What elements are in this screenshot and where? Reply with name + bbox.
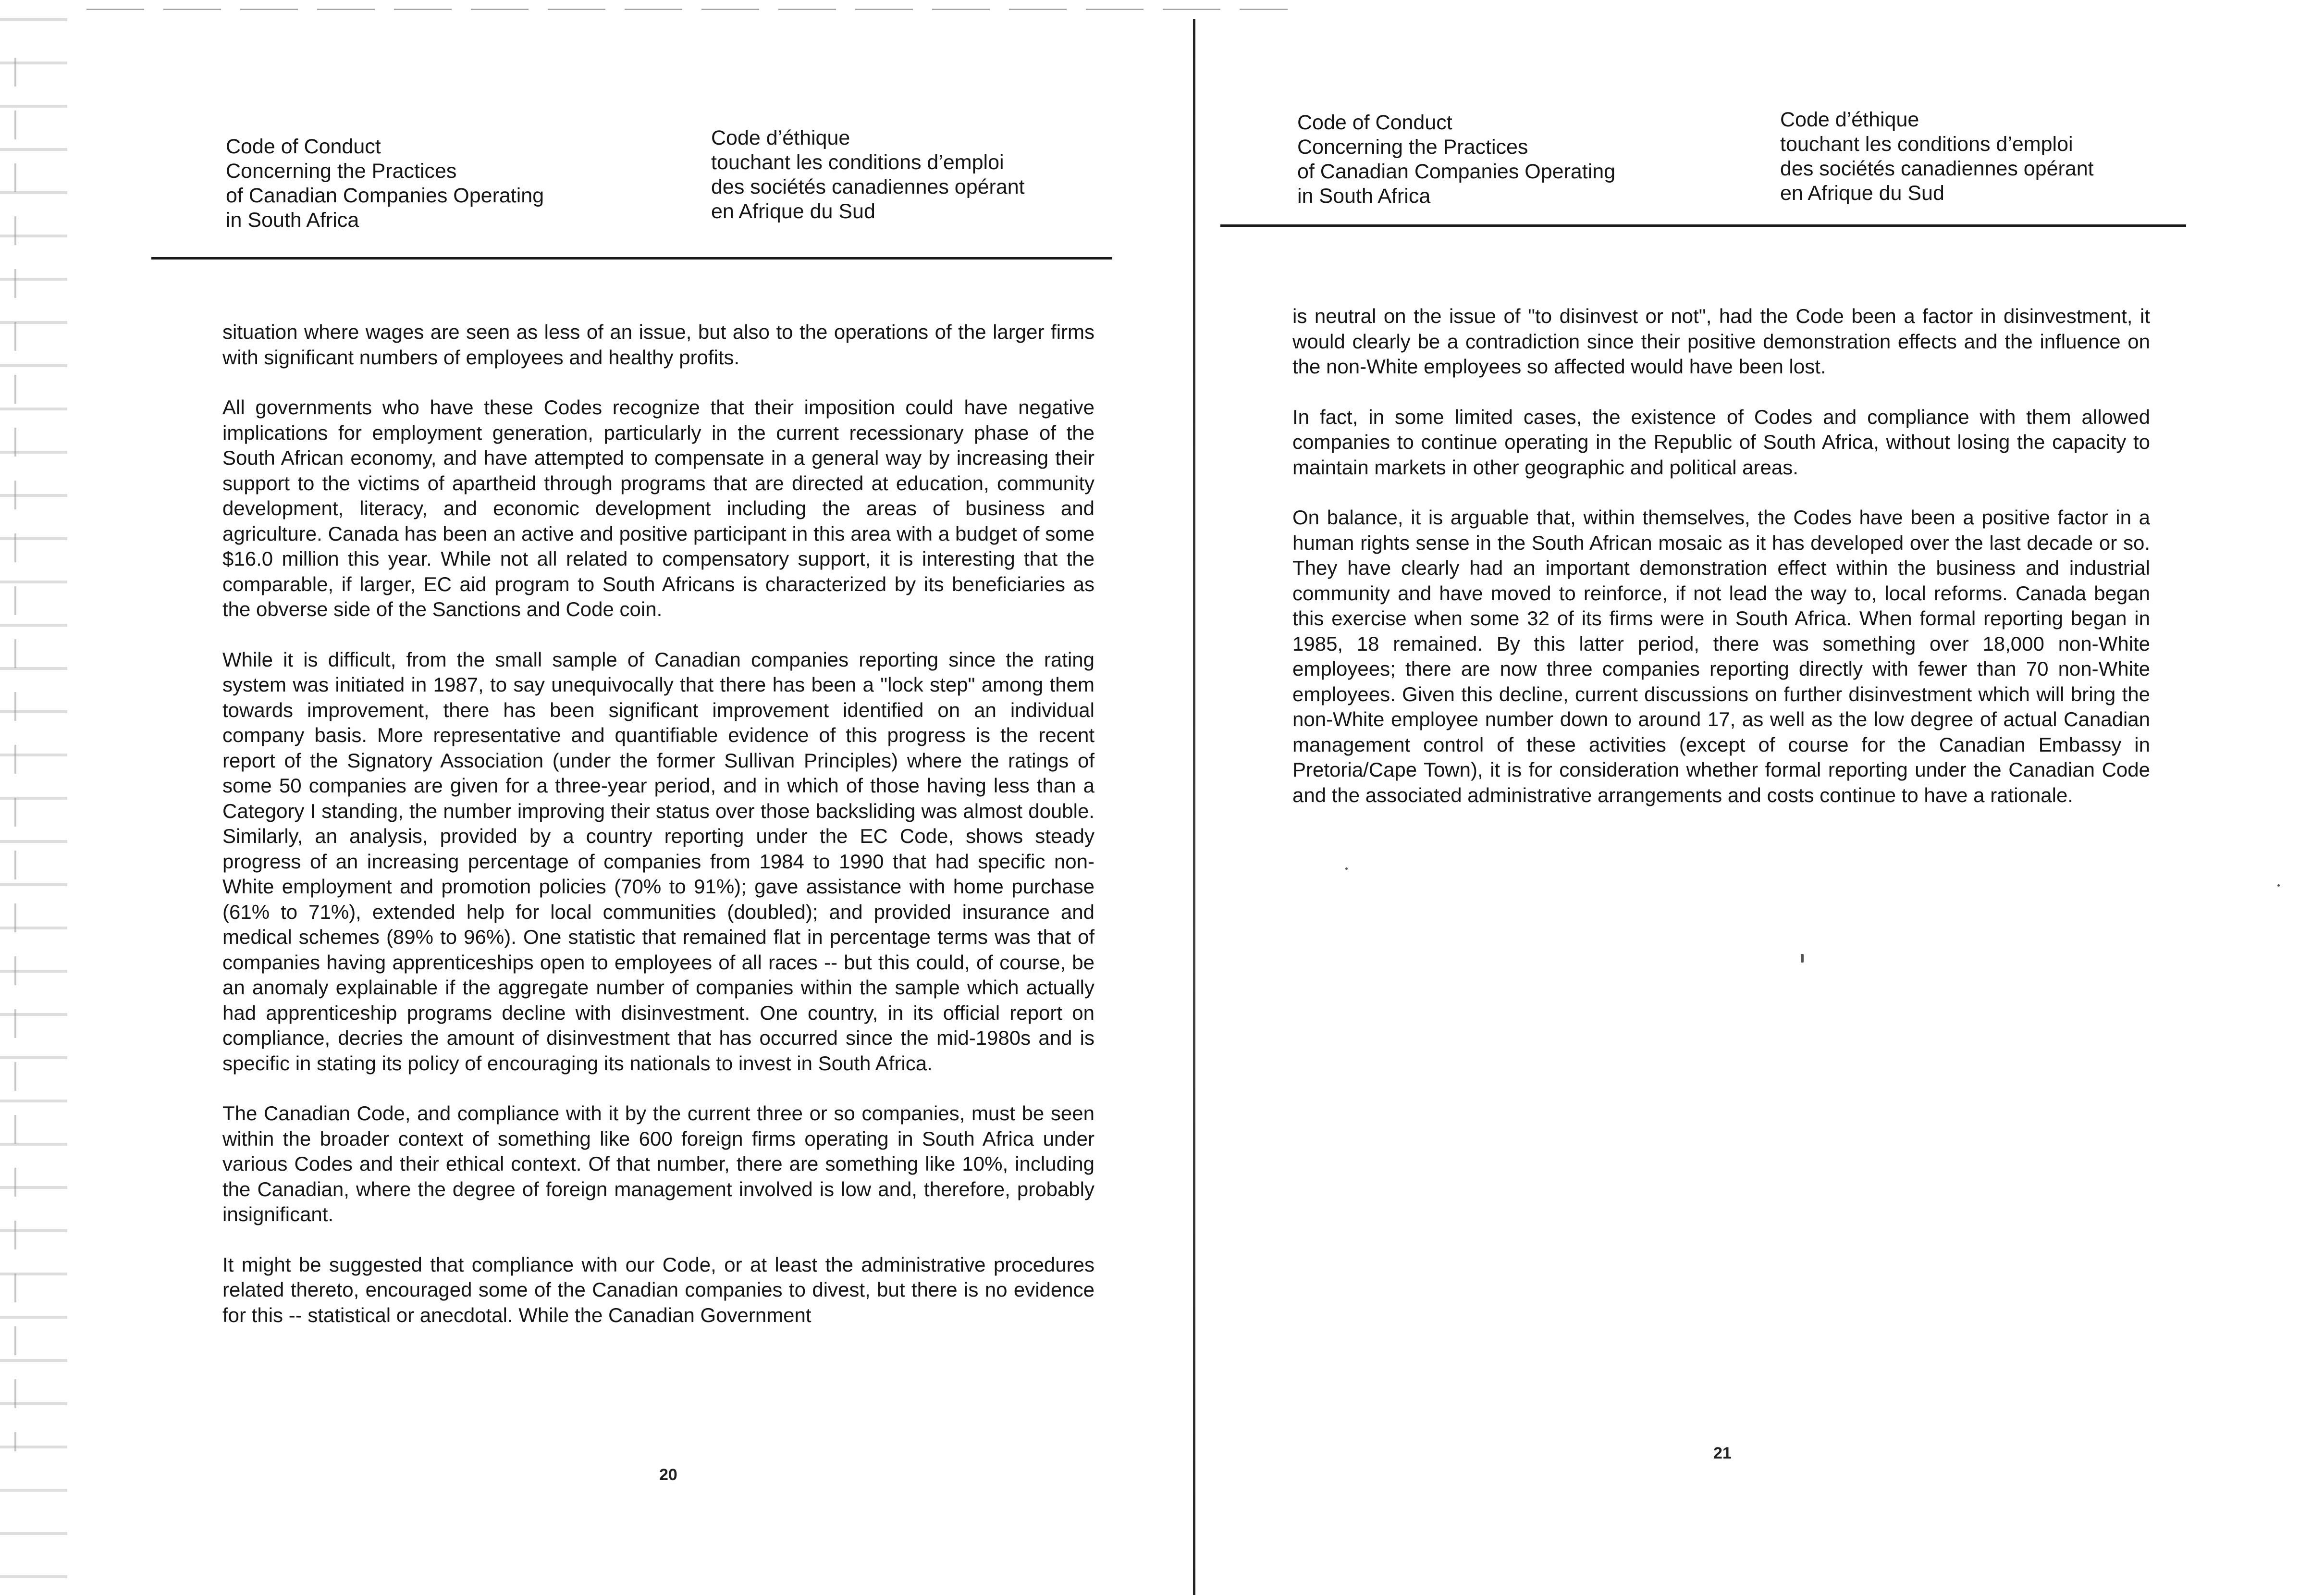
- header-english-line: Code of Conduct: [1297, 111, 1452, 134]
- header-french: [711, 126, 1025, 224]
- right-page: [1201, 0, 2324, 1595]
- header-french-line: des sociétés canadiennes opérant: [1780, 157, 2094, 180]
- header-english-line: in South Africa: [226, 209, 359, 232]
- header-french-line: touchant les conditions d’emploi: [1780, 133, 2073, 156]
- paragraph: The Canadian Code, and compliance with it by the current three or so companies, must be seen within the broader context of something like 600 foreign firms operating in South Africa under various Codes and their ethical context. Of that number, there are something like 10%, including the Canadian, where the degree of foreign management involved is low and, therefore, probably insignificant.: [222, 1102, 1094, 1225]
- header-english-line: of Canadian Companies Operating: [226, 184, 544, 207]
- page-number: 20: [659, 1466, 677, 1484]
- header-french-line: touchant les conditions d’emploi: [711, 151, 1004, 174]
- header-english-line: of Canadian Companies Operating: [1297, 160, 1616, 183]
- header-english: [1297, 111, 1615, 209]
- paragraph: It might be suggested that compliance with our Code, or at least the administrative procedures related thereto, encouraged some of the Canadian companies to divest, but there is no evidence for this -- statistical or anecdotal. While the Canadian Government: [222, 1253, 1094, 1326]
- header-english: [226, 135, 544, 233]
- header-french-line: en Afrique du Sud: [1780, 182, 1944, 205]
- header-english-line: Code of Conduct: [226, 135, 381, 158]
- header-english-line: Concerning the Practices: [1297, 136, 1528, 159]
- header-french: [1780, 108, 2094, 206]
- scan-speck: [1801, 954, 1804, 963]
- header-french-line: en Afrique du Sud: [711, 200, 875, 223]
- left-body: [222, 320, 1094, 1353]
- header-french-line: Code d’éthique: [1780, 108, 1919, 131]
- page-number: 21: [1713, 1444, 1732, 1462]
- header-french-line: des sociétés canadiennes opérant: [711, 175, 1025, 198]
- header-rule: [151, 257, 1112, 260]
- paragraph: All governments who have these Codes recognize that their imposition could have negative implications for employment generation, particularly in the current recessionary phase of the South African economy, and have attempted to compensate in a general way by increasing their support to the victims of apartheid through programs that are directed at education, community development, literacy, and economic development including the areas of business and agriculture. Canada has been an active and positive participant in this area with a budget of some $16.0 million this year. While not all related to compensatory support, it is interesting that the comparable, if larger, EC aid program to South Africans is characterized by its beneficiaries as the obverse side of the Sanctions and Code coin.: [222, 396, 1094, 620]
- header-french-line: Code d’éthique: [711, 126, 850, 149]
- paragraph: On balance, it is arguable that, within themselves, the Codes have been a positive factor in a human rights sense in the South African mosaic as it has developed over the last decade or so. They have clearly had an important demonstration effect within the business and industrial community and have moved to reinforce, if not lead the way to, local reforms. Canada began this exercise when some 32 of its firms were in South Africa. When formal reporting began in 1985, 18 remained. By this latter period, there was something over 18,000 non-White employees; there are now three companies reporting directly with fewer than 70 non-White employees. Given this decline, current discussions on further disinvestment which will bring the non-White employee number down to around 17, as well as the low degree of actual Canadian management control of these activities (except of course for the Canadian Embassy in Pretoria/Cape Town), it is for consideration whether formal reporting under the Canadian Code and the associated administrative arrangements and costs continue to have a rationale.: [1292, 506, 2150, 806]
- header-english-line: in South Africa: [1297, 185, 1431, 208]
- paragraph: is neutral on the issue of "to disinvest or not", had the Code been a factor in disinvestment, it would clearly be a contradiction since their positive demonstration effects and the influence on the non-White employees so affected would have been lost.: [1292, 305, 2150, 378]
- paragraph: In fact, in some limited cases, the existence of Codes and compliance with them allowed companies to continue operating in the Republic of South Africa, without losing the capacity to maintain markets in other geographic and political areas.: [1292, 405, 2150, 479]
- page-gutter: [1193, 19, 1195, 1595]
- scan-speck: [1345, 867, 1348, 870]
- scan-speck: [2277, 884, 2280, 887]
- header-english-line: Concerning the Practices: [226, 160, 457, 183]
- header-rule: [1220, 224, 2186, 227]
- paragraph: situation where wages are seen as less of an issue, but also to the operations of the larger firms with significant numbers of employees and healthy profits.: [222, 321, 1094, 369]
- right-body: [1292, 304, 2150, 833]
- paragraph: While it is difficult, from the small sample of Canadian companies reporting since the rating system was initiated in 1987, to say unequivocally that there has been a "lock step" among them towards improvement, there has been significant improvement identified on an individual company basis. More representative and quantifiable evidence of this progress is the recent report of the Signatory Association (under the former Sullivan Principles) where the ratings of some 50 companies are given for a three-year period, and in which of those having less than a Category I standing, the number improving their status over those backsliding was almost double. Similarly, an analysis, provided by a country reporting under the EC Code, shows steady progress of an increasing percentage of companies from 1984 to 1990 that had specific non-White employment and promotion policies (70% to 91%); gave assistance with home purchase (61% to 71%), extended help for local communities (doubled); and provided insurance and medical schemes (89% to 96%). One statistic that remained flat in percentage terms was that of companies having apprenticeships open to employees of all races -- but this could, of course, be an anomaly explainable if the aggregate number of companies within the sample which actually had apprenticeship programs decline with disinvestment. One country, in its official report on compliance, decries the amount of disinvestment that has occurred since the mid-1980s and is specific in stating its policy of encouraging its nationals to invest in South Africa.: [222, 648, 1094, 1075]
